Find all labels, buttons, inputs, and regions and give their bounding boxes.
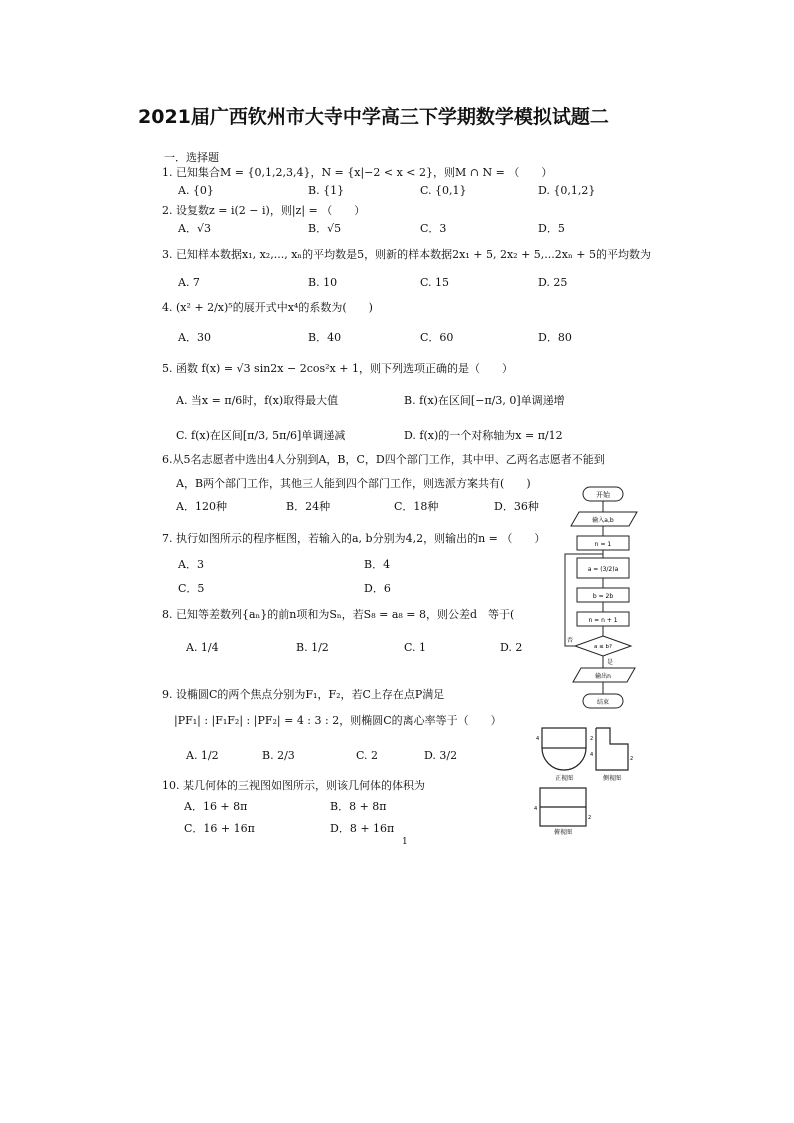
q4-option-d: D．80 [538,331,572,344]
q5-option-b: B. f(x)在区间[−π/3, 0]单调递增 [404,394,565,407]
q7-option-d: D．6 [364,582,391,595]
q6-line1: 6.从5名志愿者中选出4人分别到A，B，C，D四个部门工作，其中甲、乙两名志愿者不能到 [162,453,605,466]
q1-option-a: A. {0} [178,184,214,197]
q1-option-b: B. {1} [308,184,345,197]
q3-option-c: C. 15 [420,276,450,289]
q10-option-a: A．16 + 8π [184,800,248,813]
flowchart-start-label: 开始 [596,491,610,499]
flowchart [555,482,655,714]
q9-line2: |PF₁| : |F₁F₂| : |PF₂| = 4 : 3 : 2，则椭圆C的离心率等于（ ） [174,714,502,727]
q8-option-c: C. 1 [404,641,427,654]
q7-option-c: C．5 [178,582,205,595]
side-view-outline [596,728,628,770]
side-view-label: 侧视图 [602,775,622,782]
q4-option-b: B．40 [308,331,342,344]
q10-option-b: B．8 + 8π [330,800,387,813]
q2-option-d: D．5 [538,222,565,235]
q7-stem: 7. 执行如图所示的程序框图，若输入的a, b分别为4,2，则输出的n = （ ） [162,532,546,545]
q10-option-d: D．8 + 16π [330,822,395,835]
q10-option-c: C．16 + 16π [184,822,255,835]
q5-stem: 5. 函数 f(x) = √3 sin2x − 2cos²x + 1，则下列选项正确的是（ ） [162,362,513,375]
q6-option-c: C．18种 [394,500,439,513]
q1-option-c: C. {0,1} [420,184,467,197]
q9-option-c: C. 2 [356,749,379,762]
q5-option-d: D. f(x)的一个对称轴为x = π/12 [404,429,563,442]
q2-stem: 2. 设复数z = i(2 − i)，则|z| = （ ） [162,204,366,217]
front-view-label: 正视图 [554,775,574,782]
q6-option-b: B．24种 [286,500,331,513]
top-view-label: 俯视图 [553,829,573,836]
q9-option-d: D. 3/2 [424,749,458,762]
q6-option-a: A．120种 [176,500,227,513]
q7-option-b: B．4 [364,558,391,571]
q3-stem: 3. 已知样本数据x₁, x₂,..., xₙ的平均数是5，则新的样本数据2x₁ + 5, 2x₂ + 5,...2xₙ + 5的平均数为 [162,248,651,261]
flowchart-step3-label: n = n + 1 [588,617,618,624]
flowchart-yes-label: 是 [607,659,614,666]
q3-option-b: B. 10 [308,276,338,289]
q3-option-d: D. 25 [538,276,568,289]
q8-option-d: D. 2 [500,641,523,654]
q2-option-a: A．√3 [178,222,211,235]
q4-option-c: C．60 [420,331,454,344]
q5-option-c: C. f(x)在区间[π/3, 5π/6]单调递减 [176,429,346,442]
dim-front-height: 4 [536,736,540,742]
q1-option-d: D. {0,1,2} [538,184,596,197]
dim-side-step: 2 [590,736,594,742]
flowchart-output-label: 输出n [595,673,611,680]
q8-stem: 8. 已知等差数列{aₙ}的前n项和为Sₙ，若S₈ = a₈ = 8，则公差d 等于( [162,608,515,621]
q6-line2: A，B两个部门工作，其他三人能到四个部门工作，则选派方案共有( ) [176,477,531,490]
q7-option-a: A．3 [178,558,204,571]
flowchart-end-label: 结束 [596,699,610,706]
three-views-figure [530,724,660,844]
q4-stem: 4. (x² + 2/x)⁵的展开式中x⁴的系数为( ) [162,301,373,314]
q8-option-b: B. 1/2 [296,641,329,654]
dim-side-height: 4 [590,752,594,758]
flowchart-step2-label: b = 2b [592,593,614,600]
q9-option-a: A. 1/2 [186,749,219,762]
front-view-rect [542,728,586,748]
q6-option-d: D．36种 [494,500,539,513]
front-view-semicircle [542,748,586,770]
q2-option-c: C．3 [420,222,447,235]
q9-option-b: B. 2/3 [262,749,295,762]
q2-option-b: B．√5 [308,222,342,235]
page-number: 1 [402,837,408,847]
dim-side-right: 2 [630,756,634,762]
q4-option-a: A．30 [178,331,211,344]
q9-line1: 9. 设椭圆C的两个焦点分别为F₁，F₂，若C上存在点P满足 [162,688,445,701]
q1-stem: 1. 已知集合M = {0,1,2,3,4}，N = {x|−2 < x < 2}，则M ∩ N = （ ） [162,166,553,179]
q5-option-a: A. 当x = π/6时，f(x)取得最大值 [176,394,339,407]
flowchart-input-label: 输入a,b [592,517,614,524]
flowchart-step1-label: a = (3/2)a [587,566,619,573]
flowchart-condition-label: a ≤ b? [594,644,612,650]
page-title: 2021届广西钦州市大寺中学高三下学期数学模拟试题二 [138,106,609,128]
flowchart-init-label: n = 1 [594,541,612,548]
q3-option-a: A. 7 [178,276,200,289]
q10-stem: 10. 某几何体的三视图如图所示，则该几何体的体积为 [162,779,425,792]
section-heading: 一．选择题 [164,151,219,164]
flowchart-no-label: 否 [567,637,574,644]
q8-option-a: A. 1/4 [186,641,219,654]
dim-top-left: 4 [534,806,538,812]
dim-top-right: 2 [588,815,592,821]
